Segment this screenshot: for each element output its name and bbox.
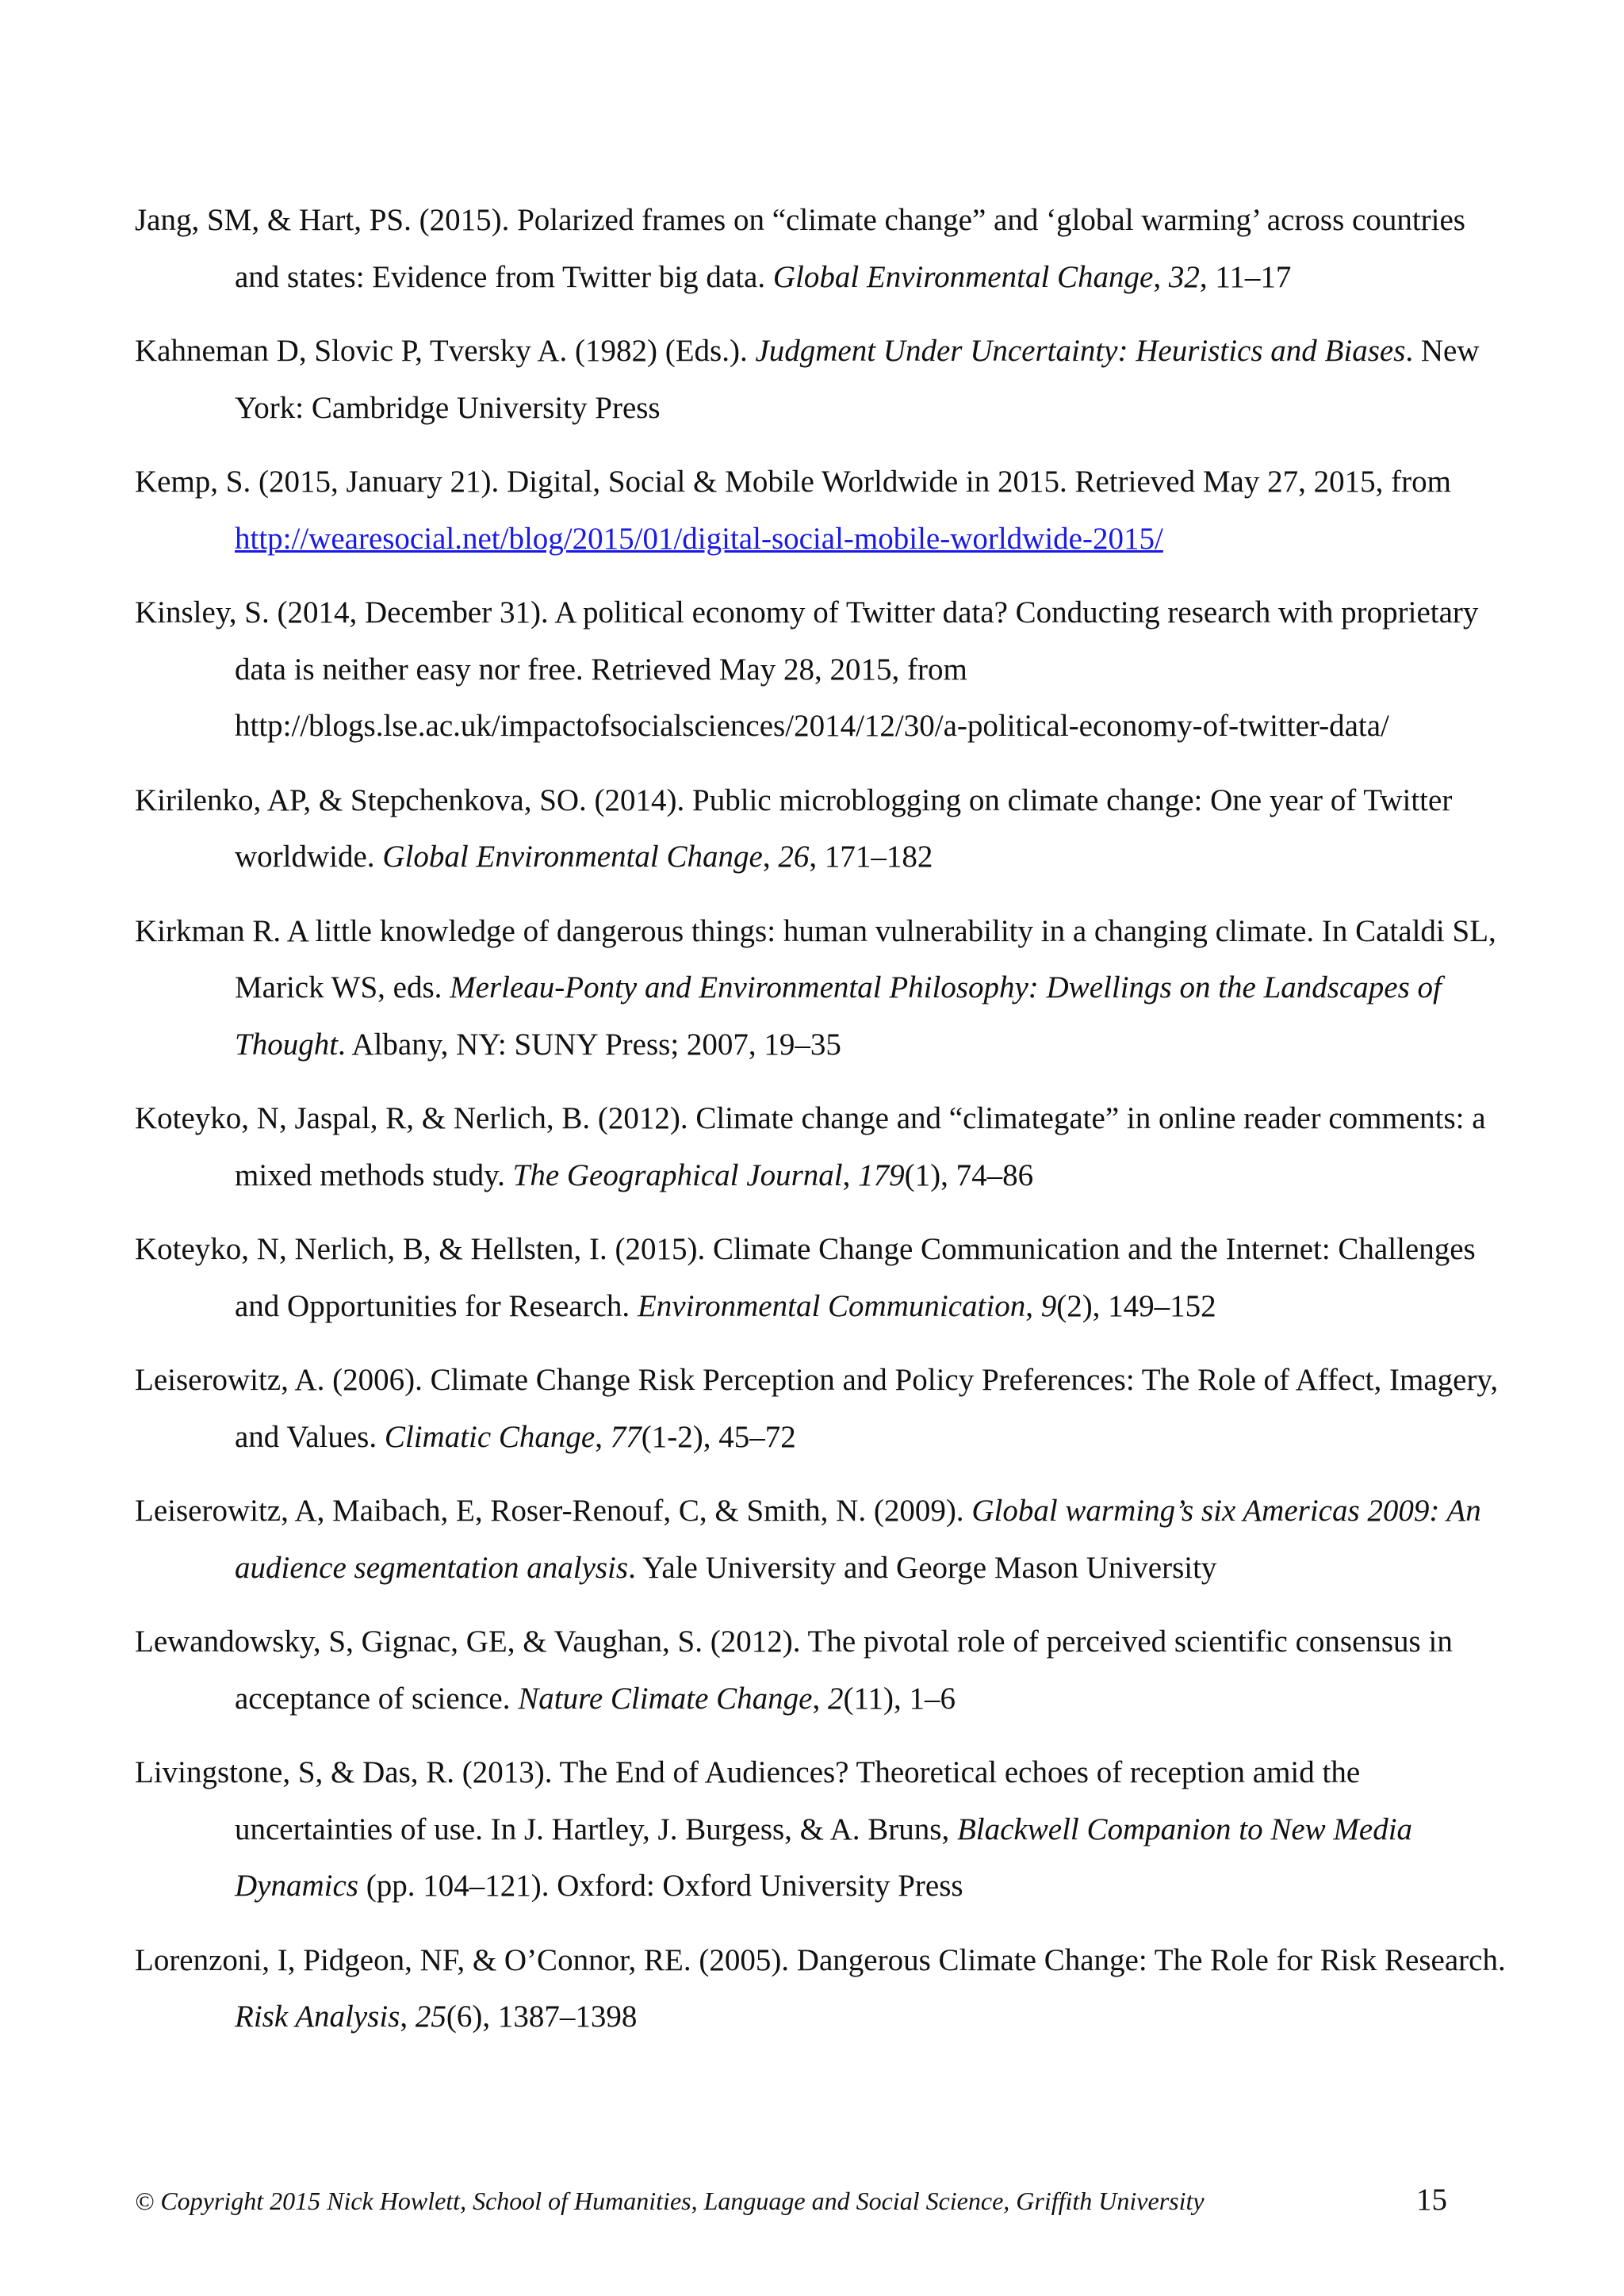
page-number: 15 [1416, 2183, 1447, 2217]
reference-entry-kirkman [135, 903, 1515, 1073]
footer-copyright: © Copyright 2015 Nick Howlett, School of Humanities, Language and Social Science, Griffith University [135, 2187, 1205, 2215]
reference-text: Kemp, S. (2015, January 21). Digital, Social & Mobile Worldwide in 2015. Retrieved May 27, 2015, from [135, 465, 1451, 499]
reference-text: Livingstone, S, & Das, R. (2013). The End of Audiences? Theoretical echoes of reception amid the uncertainties of use. In J. Hartley, J. Burgess, & A. Bruns, [135, 1755, 1361, 1846]
reference-text: Jang, SM, & Hart, PS. (2015). Polarized frames on “climate change” and ‘global warming’ across countries and states: Evidence from Twitter big data. [135, 203, 1465, 294]
reference-list [135, 192, 1515, 2063]
reference-text: Lewandowsky, S, Gignac, GE, & Vaughan, S. (2012). The pivotal role of perceived scientific consensus in acceptance of science. [135, 1624, 1453, 1716]
reference-text: Leiserowitz, A. (2006). Climate Change Risk Perception and Policy Preferences: The Role of Affect, Imagery, and Values. [135, 1363, 1499, 1454]
reference-italic-text: Blackwell Companion to New Media Dynamics [235, 1812, 1413, 1903]
reference-italic-text: 25 [415, 1999, 446, 2034]
reference-text: Leiserowitz, A, Maibach, E, Roser-Renouf, C, & Smith, N. (2009). [135, 1494, 972, 1528]
reference-text: Kahneman D, Slovic P, Tversky A. (1982) (Eds.). [135, 334, 756, 368]
reference-text: Koteyko, N, Jaspal, R, & Nerlich, B. (2012). Climate change and “climategate” in online reader comments: a mixed methods study. [135, 1101, 1486, 1192]
reference-italic-text: The Geographical Journal [512, 1158, 843, 1192]
reference-italic-text: 77 [610, 1419, 642, 1454]
reference-text: (1-2), 45–72 [641, 1419, 796, 1454]
reference-text: Kirkman R. A little knowledge of dangerous things: human vulnerability in a changing climate. In Cataldi SL, Marick WS, eds. [135, 913, 1496, 1004]
reference-italic-text: Environmental Communication [637, 1288, 1026, 1323]
reference-text: Kinsley, S. (2014, December 31). A political economy of Twitter data? Conducting research with proprietary data is neither easy nor free. Retrieved May 28, 2015, from http://blogs.lse.ac.uk/impactofsocialsciences/2014/12/30/a-political-economy-of-twitter-data/ [135, 595, 1479, 743]
reference-text: , 171–182 [809, 840, 933, 874]
reference-italic-text: Global Environmental Change [772, 259, 1154, 294]
reference-text: . Albany, NY: SUNY Press; 2007, 19–35 [338, 1027, 841, 1062]
reference-entry-lewandowsky [135, 1613, 1515, 1727]
reference-italic-text: 9 [1040, 1288, 1057, 1323]
reference-italic-text: 179 [858, 1158, 905, 1192]
reference-text: Lorenzoni, I, Pidgeon, NF, & O’Connor, RE. (2005). Dangerous Climate Change: The Role for Risk Research. [135, 1942, 1506, 1977]
reference-entry-lorenzoni [135, 1932, 1515, 2045]
reference-text: (2), 149–152 [1056, 1288, 1216, 1323]
reference-italic-text: Risk Analysis [235, 1999, 400, 2034]
reference-text: . New York: Cambridge University Press [235, 334, 1480, 425]
reference-text: (11), 1–6 [843, 1681, 956, 1716]
reference-entry-koteyko-2012 [135, 1090, 1515, 1203]
reference-text: , [842, 1158, 859, 1192]
reference-text: , [762, 840, 779, 874]
reference-text: , [1025, 1288, 1041, 1323]
reference-italic-text: 2 [827, 1681, 844, 1716]
reference-italic-text: Merleau-Ponty and Environmental Philosophy: Dwellings on the Landscapes of Thought [235, 970, 1442, 1062]
reference-entry-kinsley [135, 584, 1515, 755]
reference-italic-text: 26 [778, 840, 810, 874]
reference-text: , [400, 1999, 416, 2034]
reference-entry-koteyko-2015 [135, 1221, 1515, 1334]
reference-italic-text: Nature Climate Change [518, 1681, 813, 1716]
reference-text: , [595, 1419, 611, 1454]
reference-entry-leiserowitz-2006 [135, 1352, 1515, 1465]
reference-text: (1), 74–86 [904, 1158, 1034, 1192]
reference-text: Kirilenko, AP, & Stepchenkova, SO. (2014). Public microblogging on climate change: One year of Twitter worldwide. [135, 783, 1453, 874]
reference-italic-text: Global Environmental Change [382, 840, 763, 874]
reference-text: Koteyko, N, Nerlich, B, & Hellsten, I. (2015). Climate Change Communication and the Internet: Challenges and Opportunities for Research. [135, 1232, 1476, 1323]
reference-text: (6), 1387–1398 [446, 1999, 638, 2034]
reference-text: (pp. 104–121). Oxford: Oxford University Press [358, 1869, 963, 1903]
reference-entry-kahneman [135, 323, 1515, 436]
reference-text: , [1153, 259, 1169, 294]
reference-italic-text: Judgment Under Uncertainty: Heuristics and Biases [755, 334, 1406, 368]
reference-text: . Yale University and George Mason University [628, 1550, 1217, 1585]
reference-text: , [812, 1681, 828, 1716]
reference-italic-text: 32 [1168, 259, 1200, 294]
reference-entry-kemp [135, 453, 1515, 567]
reference-entry-leiserowitz-2009 [135, 1483, 1515, 1596]
reference-entry-livingstone [135, 1744, 1515, 1915]
reference-italic-text: Climatic Change [384, 1419, 596, 1454]
reference-entry-jang [135, 192, 1515, 305]
reference-text: , 11–17 [1199, 259, 1292, 294]
reference-link[interactable]: http://wearesocial.net/blog/2015/01/digital-social-mobile-worldwide-2015/ [235, 521, 1163, 556]
reference-italic-text: Global warming’s six Americas 2009: An audience segmentation analysis [235, 1494, 1481, 1585]
reference-entry-kirilenko [135, 772, 1515, 886]
